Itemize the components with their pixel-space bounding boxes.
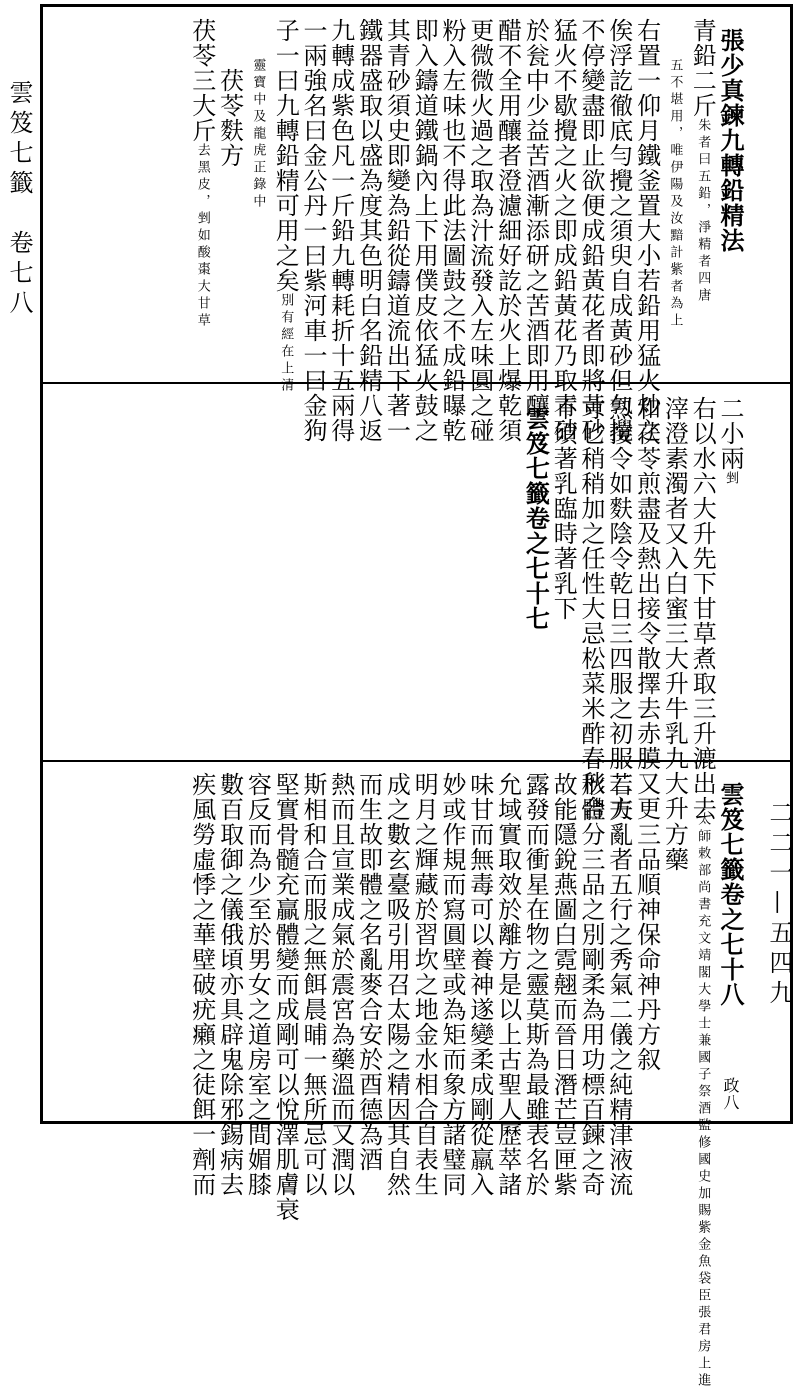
column-text: 方藥 bbox=[660, 822, 689, 872]
top-panel-column bbox=[493, 18, 523, 443]
bottom-panel-column bbox=[465, 772, 495, 1197]
column-text: 鐵器盛取以盛為度其色明白名鉛精八返 bbox=[354, 18, 383, 443]
annotation: 別有經在上清 bbox=[278, 293, 294, 395]
column-text: 而生故即體之名亂麥合安於酉德為酒 bbox=[354, 772, 383, 1172]
column-text: 雲笈七籤卷之七十八 bbox=[716, 782, 745, 1007]
column-text: 不須著乳臨時著乳下 bbox=[549, 396, 578, 621]
bottom-panel-column bbox=[381, 772, 411, 1197]
column-text: 滓澄素濁者又入白蜜三大升牛乳九大升 bbox=[660, 396, 689, 821]
left-margin-caption: 雲笈七籤 卷七八 bbox=[5, 80, 33, 320]
column-text: 味甘而無毒可以養神遂變柔成剛從羸入 bbox=[465, 772, 494, 1197]
top-panel-column bbox=[381, 18, 411, 443]
page-number: 二二一—五四九 bbox=[765, 800, 793, 1010]
column-text: 若夫亂者五行之秀氣二儀之純精津液流 bbox=[604, 772, 633, 1197]
annotation: 靈寶中及龍虎正錄中 bbox=[250, 58, 266, 211]
column-text: 茯苓三大斤 bbox=[187, 18, 216, 143]
top-panel-column bbox=[437, 18, 467, 443]
annotation: 朱者曰五鉛，淨精者四唐 bbox=[695, 118, 711, 305]
bottom-panel-column bbox=[604, 772, 634, 1197]
column-text: 張少真鍊九轉鉛精法 bbox=[716, 28, 745, 253]
column-text: 容反而為少至於男女之道房室之間媚膝 bbox=[243, 772, 272, 1197]
column-text: 露發而衝星在物之靈莫斯為最雖表名於 bbox=[521, 772, 550, 1197]
column-text: 於瓮中少益苦酒漸添研之苦酒即用釀 bbox=[521, 18, 550, 418]
top-panel-column bbox=[187, 18, 217, 330]
column-text: 故能隱銳燕圖白霓翹而晉日潛芒豈匣紫 bbox=[549, 772, 578, 1197]
column-text: 一兩強名曰金公丹一曰紫河車一曰金狗 bbox=[299, 18, 327, 443]
annotation: 去黑皮，剉如酸棗大甘草 bbox=[194, 143, 210, 330]
bottom-panel-column bbox=[354, 772, 384, 1172]
column-text: 熟接令如麩陰令乾日三四服之初服二方 bbox=[604, 396, 633, 821]
column-text: 寸匕稍稍加之任性大忌松菜米酢春秋合 bbox=[577, 396, 605, 821]
annotation: 太師敕部尚書充文靖閣大學士兼國子祭酒監修國史加賜紫金魚袋臣張君房上進 bbox=[695, 812, 711, 1390]
bottom-panel-column bbox=[659, 822, 689, 872]
bottom-panel-column bbox=[576, 772, 606, 1197]
column-text: 雲笈七籤卷之七十七 bbox=[521, 406, 551, 631]
column-text: 其青砂須史即變為鉛從鑄道流出下著一 bbox=[382, 18, 411, 443]
top-panel-column bbox=[298, 18, 328, 443]
bottom-panel-column bbox=[520, 772, 550, 1197]
top-panel-column bbox=[270, 18, 300, 395]
top-panel-column bbox=[659, 58, 689, 330]
column-text: 形體分三品之別剛柔為用功標百鍊之奇 bbox=[577, 772, 605, 1197]
bottom-panel-column bbox=[409, 772, 439, 1197]
middle-panel-column bbox=[520, 406, 550, 631]
column-text: 明月之輝藏於習坎之地金水相合自表生 bbox=[410, 772, 439, 1197]
top-panel-column bbox=[687, 18, 717, 305]
middle-panel-column bbox=[687, 396, 717, 821]
bottom-panel-column bbox=[187, 772, 217, 1197]
column-text: 三品順神保命神丹方叙 bbox=[632, 822, 661, 1072]
column-text: 青鉛二斤 bbox=[688, 18, 717, 118]
bottom-panel-column bbox=[632, 822, 662, 1072]
column-text: 堅實骨髓充贏體變而成剛可以悅澤肌膚衰 bbox=[271, 772, 300, 1222]
column-text: 醋不全用釀者澄濾細好訖於火上爆乾須 bbox=[493, 18, 522, 443]
bottom-panel-column bbox=[242, 772, 272, 1197]
top-panel-column bbox=[548, 18, 578, 443]
top-panel-column bbox=[604, 18, 634, 443]
column-text: 右以水六大升先下甘草煮取三升漉出去 bbox=[688, 396, 717, 821]
column-text: 猛火不歇攪之火之即成鉛黃花乃取青砂 bbox=[549, 18, 578, 443]
middle-panel-column bbox=[659, 396, 689, 821]
column-text: 疾風勞虛悸之華壁破疣癩之徒餌一劑而 bbox=[187, 772, 216, 1197]
bottom-panel-column bbox=[493, 772, 523, 1197]
top-panel-column bbox=[520, 18, 550, 418]
column-text: 即入鑄道鐵鍋內上下用僕皮依猛火鼓之 bbox=[410, 18, 439, 443]
middle-panel-column bbox=[632, 396, 662, 821]
annotation: 剉 bbox=[723, 471, 738, 488]
column-text: 成之數玄臺吸引用召太陽之精因其自然 bbox=[382, 772, 411, 1197]
middle-panel-column bbox=[576, 396, 606, 821]
top-panel-column bbox=[715, 28, 745, 253]
column-text: 二小兩 bbox=[716, 396, 744, 471]
middle-panel-column bbox=[715, 396, 745, 488]
top-panel-column bbox=[576, 18, 606, 443]
bottom-panel-column bbox=[548, 772, 578, 1197]
top-panel-column bbox=[215, 68, 245, 168]
middle-panel-column bbox=[548, 396, 578, 621]
bottom-panel-column bbox=[270, 772, 300, 1222]
column-text: 九轉成紫色凡一斤鉛九轉耗折十五兩得 bbox=[326, 18, 355, 443]
column-text: 茯苓麩方 bbox=[215, 68, 244, 168]
column-text: 右置一仰月鐵釜置大小若鉛用猛火炒之 bbox=[632, 18, 661, 443]
column-text: 和茯苓煎盡及熱出接令散擇去赤膜又更 bbox=[632, 396, 661, 821]
annotation: 五不堪用，唯伊陽及汝黯計紫者為上 bbox=[667, 58, 683, 330]
top-panel-column bbox=[632, 18, 662, 443]
column-text: 子一曰九轉鉛精可用之矣 bbox=[271, 18, 300, 293]
bottom-panel-column bbox=[715, 782, 745, 1111]
column-text: 斯相和合而服之無餌晨晡一無所忌可以 bbox=[299, 772, 327, 1197]
middle-panel-column bbox=[604, 396, 634, 821]
column-text: 允域實取效於離方是以上古聖人歷萃諸 bbox=[493, 772, 522, 1197]
bottom-panel-column bbox=[687, 812, 717, 1390]
bottom-panel-column bbox=[326, 772, 356, 1197]
bottom-panel-column bbox=[215, 772, 245, 1197]
column-text: 不停變盡即止欲便成鉛黃花者即將黃砂 bbox=[577, 18, 605, 443]
column-text: 粉入左味也不得此法圖鼓之不成鉛曝乾 bbox=[438, 18, 466, 443]
column-text: 數百取御之儀俄頃亦具辟鬼除邪錫病去 bbox=[215, 772, 244, 1197]
top-panel-column bbox=[409, 18, 439, 443]
bottom-panel-column bbox=[298, 772, 328, 1197]
folio-mark: 政八 bbox=[721, 1077, 740, 1111]
top-panel-column bbox=[465, 18, 495, 443]
column-text: 更微微火過之取為汁流發入左味圓之碰 bbox=[465, 18, 494, 443]
top-panel-column bbox=[354, 18, 384, 443]
top-panel-column bbox=[242, 58, 272, 211]
column-text: 俟浮訖徹底勻攪之須臾自成黃砂但勻攪 bbox=[604, 18, 633, 443]
column-text: 熱而且宣業成氣於震宮為藥溫而又潤以 bbox=[326, 772, 355, 1197]
top-panel-column bbox=[326, 18, 356, 443]
column-text: 妙或作規而寫圓壁或為矩而象方諸璧同 bbox=[438, 772, 466, 1197]
bottom-panel-column bbox=[437, 772, 467, 1197]
